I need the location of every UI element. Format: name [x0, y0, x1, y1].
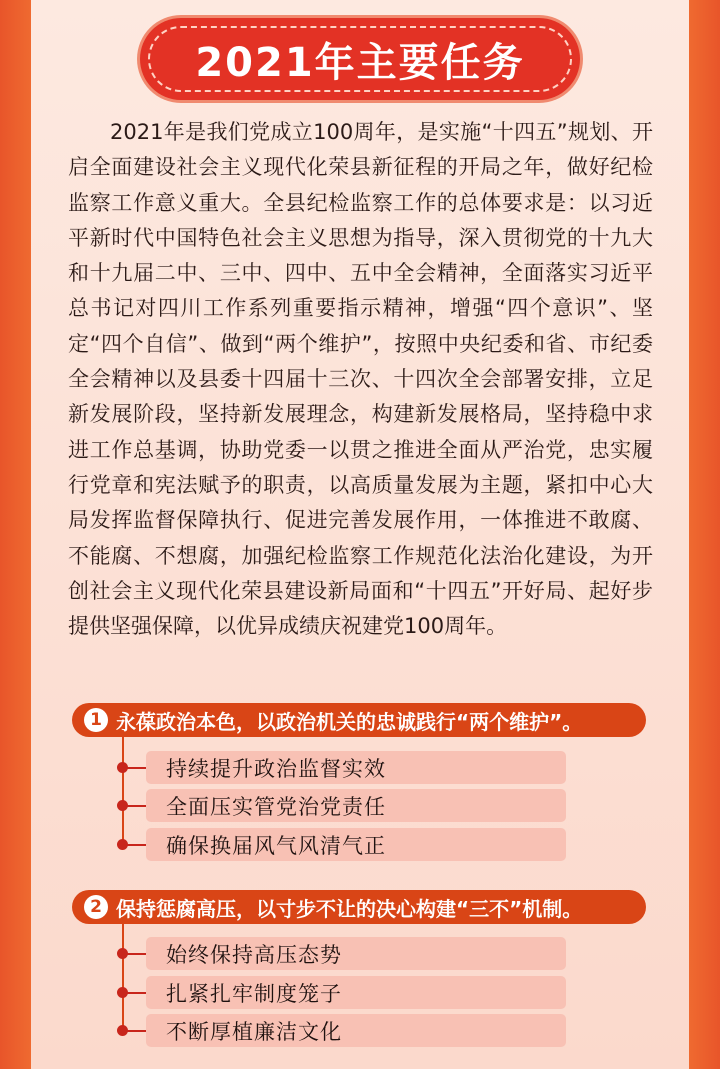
section-number-badge: 1	[84, 708, 108, 732]
section-heading: 永葆政治本色，以政治机关的忠诚践行“两个维护”。	[116, 709, 583, 734]
section-header-1	[72, 703, 646, 737]
bullet-connector	[124, 767, 146, 769]
list-item: 持续提升政治监督实效	[146, 751, 566, 784]
bullet-connector	[124, 992, 146, 994]
section-header-2	[72, 890, 646, 924]
list-item: 确保换届风气风清气正	[146, 828, 566, 861]
list-item: 不断厚植廉洁文化	[146, 1014, 566, 1047]
title-banner	[140, 18, 580, 100]
list-item: 始终保持高压态势	[146, 937, 566, 970]
bullet-connector	[124, 1030, 146, 1032]
section-number-badge: 2	[84, 895, 108, 919]
bullet-connector	[124, 844, 146, 846]
list-item: 扎紧扎牢制度笼子	[146, 976, 566, 1009]
section-heading: 保持惩腐高压，以寸步不让的决心构建“三不”机制。	[116, 896, 583, 921]
timeline-line	[122, 924, 124, 1034]
page-title: 2021年主要任务	[195, 39, 525, 86]
list-item: 全面压实管党治党责任	[146, 789, 566, 822]
bullet-connector	[124, 953, 146, 955]
intro-paragraph: 2021年是我们党成立100周年，是实施“十四五”规划、开启全面建设社会主义现代化荣县新征程的开局之年，做好纪检监察工作意义重大。全县纪检监察工作的总体要求是：以习近平新时代中国特色社会主义思想为指导，深入贯彻党的十九大和十九届二中、三中、四中、五中全会精神，全面落实习近平总书记对四川工作系列重要指示精神，增强“四个意识”、坚定“四个自信”、做到“两个维护”，按照中央纪委和省、市纪委全会精神以及县委十四届十三次、十四次全会部署安排，立足新发展阶段，坚持新发展理念，构建新发展格局，坚持稳中求进工作总基调，协助党委一以贯之推进全面从严治党，忠实履行党章和宪法赋予的职责，以高质量发展为主题，紧扣中心大局发挥监督保障执行、促进完善发展作用，一体推进不敢腐、不能腐、不想腐，加强纪检监察工作规范化法治化建设，为开创社会主义现代化荣县建设新局面和“十四五”开好局、起好步提供坚强保障，以优异成绩庆祝建党100周年。	[68, 120, 653, 639]
timeline-line	[122, 737, 124, 847]
bullet-connector	[124, 805, 146, 807]
